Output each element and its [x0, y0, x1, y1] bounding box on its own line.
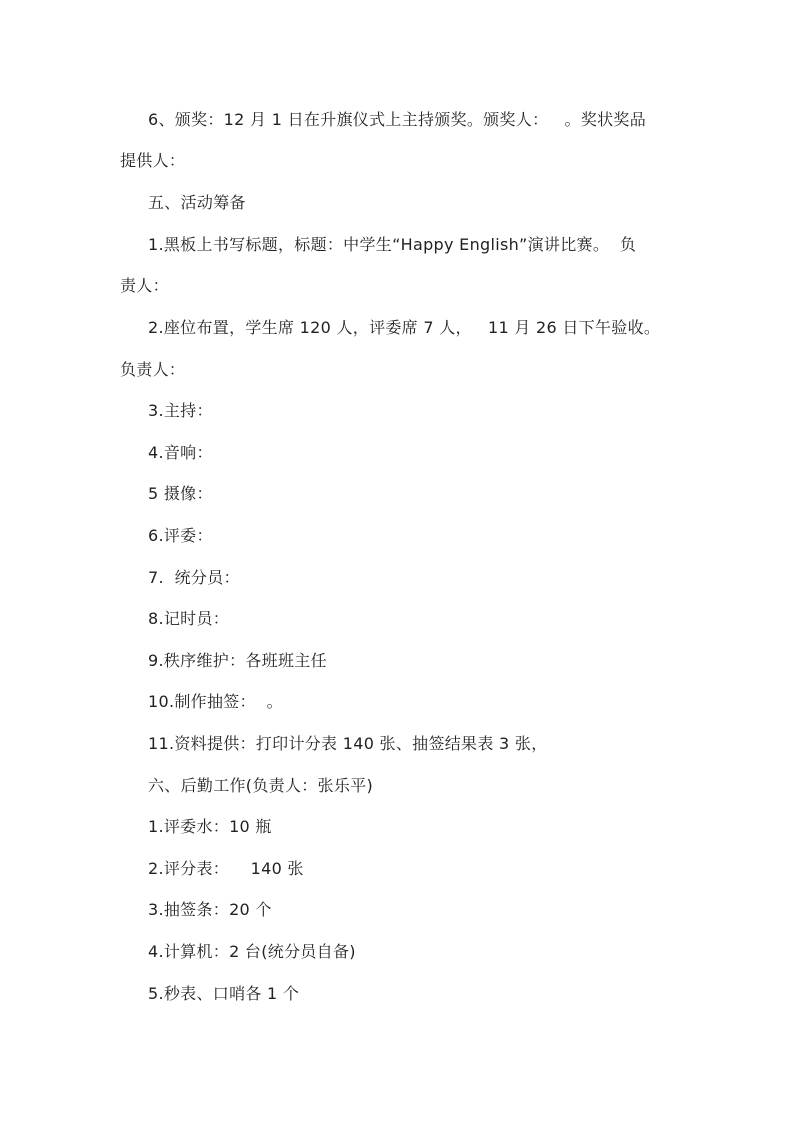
paragraph-award-line-1: 6、颁奖：12 月 1 日在升旗仪式上主持颁奖。颁奖人： 。奖状奖品	[148, 110, 647, 129]
list-item-scorer: 7. 统分员：	[148, 568, 240, 587]
list-item-water: 1.评委水：10 瓶	[148, 817, 272, 836]
section-heading-preparation: 五、活动筹备	[148, 193, 246, 212]
list-item-camera: 5 摄像：	[148, 484, 213, 503]
list-item-judges: 6.评委：	[148, 526, 213, 545]
paragraph-seating-line-1: 2.座位布置，学生席 120 人，评委席 7 人， 11 月 26 日下午验收。	[148, 318, 661, 337]
list-item-stopwatch: 5.秒表、口哨各 1 个	[148, 984, 300, 1003]
list-item-order: 9.秩序维护：各班班主任	[148, 651, 327, 670]
paragraph-blackboard-line-2: 责人：	[120, 276, 169, 295]
list-item-computers: 4.计算机：2 台(统分员自备)	[148, 942, 356, 961]
section-heading-logistics: 六、后勤工作(负责人：张乐平)	[148, 776, 373, 795]
paragraph-seating-line-2: 负责人：	[120, 360, 186, 379]
paragraph-blackboard-line-1: 1.黑板上书写标题，标题：中学生“Happy English”演讲比赛。 负	[148, 235, 637, 254]
list-item-host: 3.主持：	[148, 401, 213, 420]
list-item-materials: 11.资料提供：打印计分表 140 张、抽签结果表 3 张，	[148, 734, 548, 753]
list-item-draw: 10.制作抽签： 。	[148, 692, 283, 711]
paragraph-award-line-2: 提供人：	[120, 151, 186, 170]
list-item-timekeeper: 8.记时员：	[148, 609, 230, 628]
list-item-draw-slips: 3.抽签条：20 个	[148, 900, 272, 919]
list-item-audio: 4.音响：	[148, 443, 213, 462]
list-item-score-sheets: 2.评分表： 140 张	[148, 859, 304, 878]
